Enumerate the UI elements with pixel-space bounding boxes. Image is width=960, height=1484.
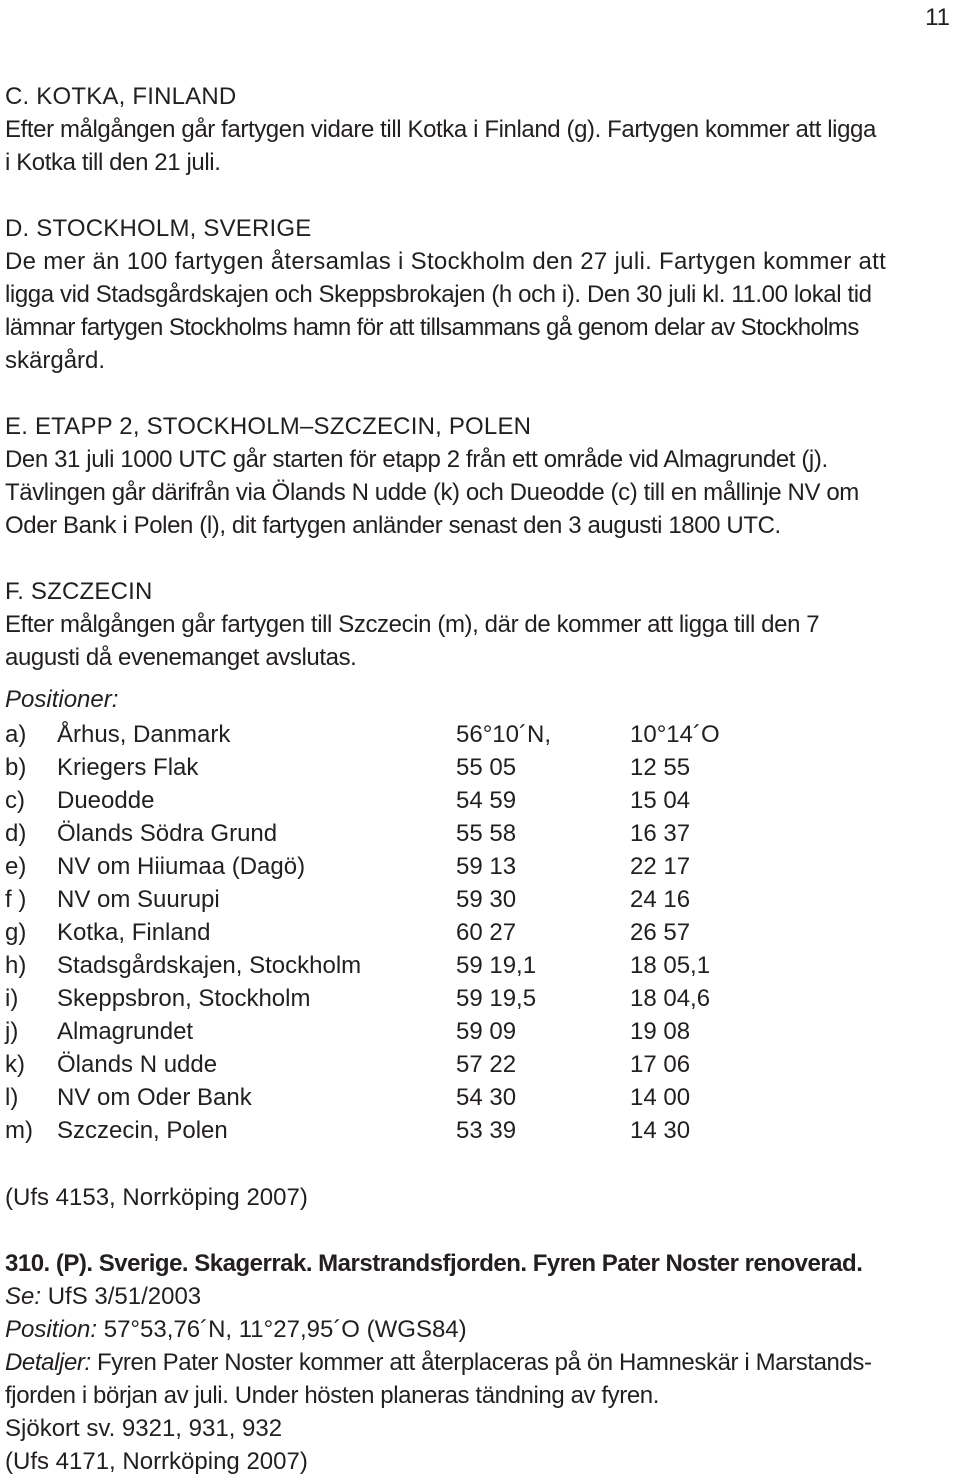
position-name: Szczecin, Polen (57, 1117, 228, 1144)
position-longitude: 18 04,6 (630, 985, 711, 1012)
position-longitude: 18 05,1 (630, 952, 711, 979)
position-letter: e) (5, 853, 27, 880)
section-d-line-3: lämnar fartygen Stockholms hamn för att tillsammans gå genom delar av Stockholms (5, 314, 859, 341)
position-letter: d) (5, 820, 27, 847)
position-latitude: 55 58 (456, 820, 517, 847)
se-value: UfS 3/51/2003 (41, 1283, 202, 1310)
position-name: NV om Suurupi (57, 886, 220, 913)
position-longitude: 14 30 (630, 1117, 691, 1144)
position-value: 57°53,76´N, 11°27,95´O (WGS84) (97, 1316, 467, 1343)
position-latitude: 59 09 (456, 1018, 517, 1045)
position-latitude: 59 30 (456, 886, 517, 913)
section-e-line-1: Den 31 juli 1000 UTC går starten för etapp 2 från ett område vid Almagrundet (j). (5, 446, 828, 473)
section-f-line-2: augusti då evenemanget avslutas. (5, 644, 357, 671)
position-letter: f ) (5, 886, 27, 913)
position-row (5, 850, 945, 883)
position-latitude: 57 22 (456, 1051, 517, 1078)
position-latitude: 59 19,5 (456, 985, 537, 1012)
section-c-heading: C. KOTKA, FINLAND (5, 83, 237, 110)
position-longitude: 22 17 (630, 853, 691, 880)
section-d-line-2: ligga vid Stadsgårdskajen och Skeppsbrokajen (h och i). Den 30 juli kl. 11.00 lokal tid (5, 281, 872, 308)
section-c-line-2: i Kotka till den 21 juli. (5, 149, 221, 176)
position-longitude: 17 06 (630, 1051, 691, 1078)
position-letter: k) (5, 1051, 25, 1078)
section-f-line-1: Efter målgången går fartygen till Szczecin (m), där de kommer att ligga till den 7 (5, 611, 820, 638)
position-row (5, 916, 945, 949)
position-row (5, 718, 945, 751)
section-e-line-2: Tävlingen går därifrån via Ölands N udde (k) och Dueodde (c) till en mållinje NV om (5, 479, 859, 506)
position-name: Ölands Södra Grund (57, 820, 278, 847)
position-row (5, 1114, 945, 1147)
position-longitude: 26 57 (630, 919, 691, 946)
position-letter: a) (5, 721, 27, 748)
position-latitude: 55 05 (456, 754, 517, 781)
position-latitude: 53 39 (456, 1117, 517, 1144)
section-d-line-1: De mer än 100 fartygen återsamlas i Stockholm den 27 juli. Fartygen kommer att (5, 248, 887, 275)
position-name: Skeppsbron, Stockholm (57, 985, 311, 1012)
notice-310-se (5, 1280, 201, 1313)
position-row (5, 1081, 945, 1114)
section-c-line-1: Efter målgången går fartygen vidare till Kotka i Finland (g). Fartygen kommer att ligga (5, 116, 876, 143)
position-letter: h) (5, 952, 27, 979)
position-row (5, 982, 945, 1015)
position-name: NV om Oder Bank (57, 1084, 252, 1111)
position-letter: i) (5, 985, 19, 1012)
position-name: NV om Hiiumaa (Dagö) (57, 853, 306, 880)
position-row (5, 1015, 945, 1048)
position-row (5, 784, 945, 817)
position-name: Stadsgårdskajen, Stockholm (57, 952, 362, 979)
notice-310-details-line-2: fjorden i början av juli. Under hösten planeras tändning av fyren. (5, 1382, 660, 1409)
position-name: Århus, Danmark (57, 721, 231, 748)
position-letter: m) (5, 1117, 33, 1144)
position-letter: l) (5, 1084, 19, 1111)
se-label: Se: (5, 1283, 42, 1310)
notice-310-details (5, 1346, 872, 1379)
position-row (5, 751, 945, 784)
position-latitude: 59 13 (456, 853, 517, 880)
position-name: Kriegers Flak (57, 754, 199, 781)
ufs-reference-1: (Ufs 4153, Norrköping 2007) (5, 1184, 308, 1211)
position-latitude: 59 19,1 (456, 952, 537, 979)
position-latitude: 54 59 (456, 787, 517, 814)
position-name: Dueodde (57, 787, 155, 814)
position-letter: j) (5, 1018, 19, 1045)
section-e-heading: E. ETAPP 2, STOCKHOLM–SZCZECIN, POLEN (5, 413, 532, 440)
position-row (5, 949, 945, 982)
position-name: Ölands N udde (57, 1051, 218, 1078)
position-longitude: 10°14´O (630, 721, 720, 748)
notice-310-title: 310. (P). Sverige. Skagerrak. Marstrandsfjorden. Fyren Pater Noster renoverad. (5, 1250, 863, 1277)
position-longitude: 15 04 (630, 787, 691, 814)
position-label: Position: (5, 1316, 98, 1343)
position-longitude: 24 16 (630, 886, 691, 913)
position-name: Kotka, Finland (57, 919, 211, 946)
notice-310-position (5, 1313, 467, 1346)
position-longitude: 19 08 (630, 1018, 691, 1045)
position-letter: b) (5, 754, 27, 781)
position-longitude: 12 55 (630, 754, 691, 781)
position-row (5, 883, 945, 916)
position-latitude: 54 30 (456, 1084, 517, 1111)
section-e-line-3: Oder Bank i Polen (l), dit fartygen anländer senast den 3 augusti 1800 UTC. (5, 512, 781, 539)
position-longitude: 16 37 (630, 820, 691, 847)
page-number: 11 (925, 4, 950, 31)
position-letter: c) (5, 787, 25, 814)
position-row (5, 1048, 945, 1081)
position-latitude: 60 27 (456, 919, 517, 946)
section-f-heading: F. SZCZECIN (5, 578, 153, 605)
position-longitude: 14 00 (630, 1084, 691, 1111)
position-latitude: 56°10´N, (456, 721, 551, 748)
position-name: Almagrundet (57, 1018, 194, 1045)
section-d-line-4: skärgård. (5, 347, 106, 374)
position-letter: g) (5, 919, 27, 946)
position-row (5, 817, 945, 850)
positions-label: Positioner: (5, 686, 119, 713)
details-label: Detaljer: (5, 1349, 91, 1376)
notice-310-charts: Sjökort sv. 9321, 931, 932 (5, 1415, 283, 1442)
ufs-reference-2: (Ufs 4171, Norrköping 2007) (5, 1448, 308, 1475)
section-d-heading: D. STOCKHOLM, SVERIGE (5, 215, 312, 242)
details-line-1: Fyren Pater Noster kommer att återplaceras på ön Hamneskär i Marstands- (90, 1349, 872, 1376)
